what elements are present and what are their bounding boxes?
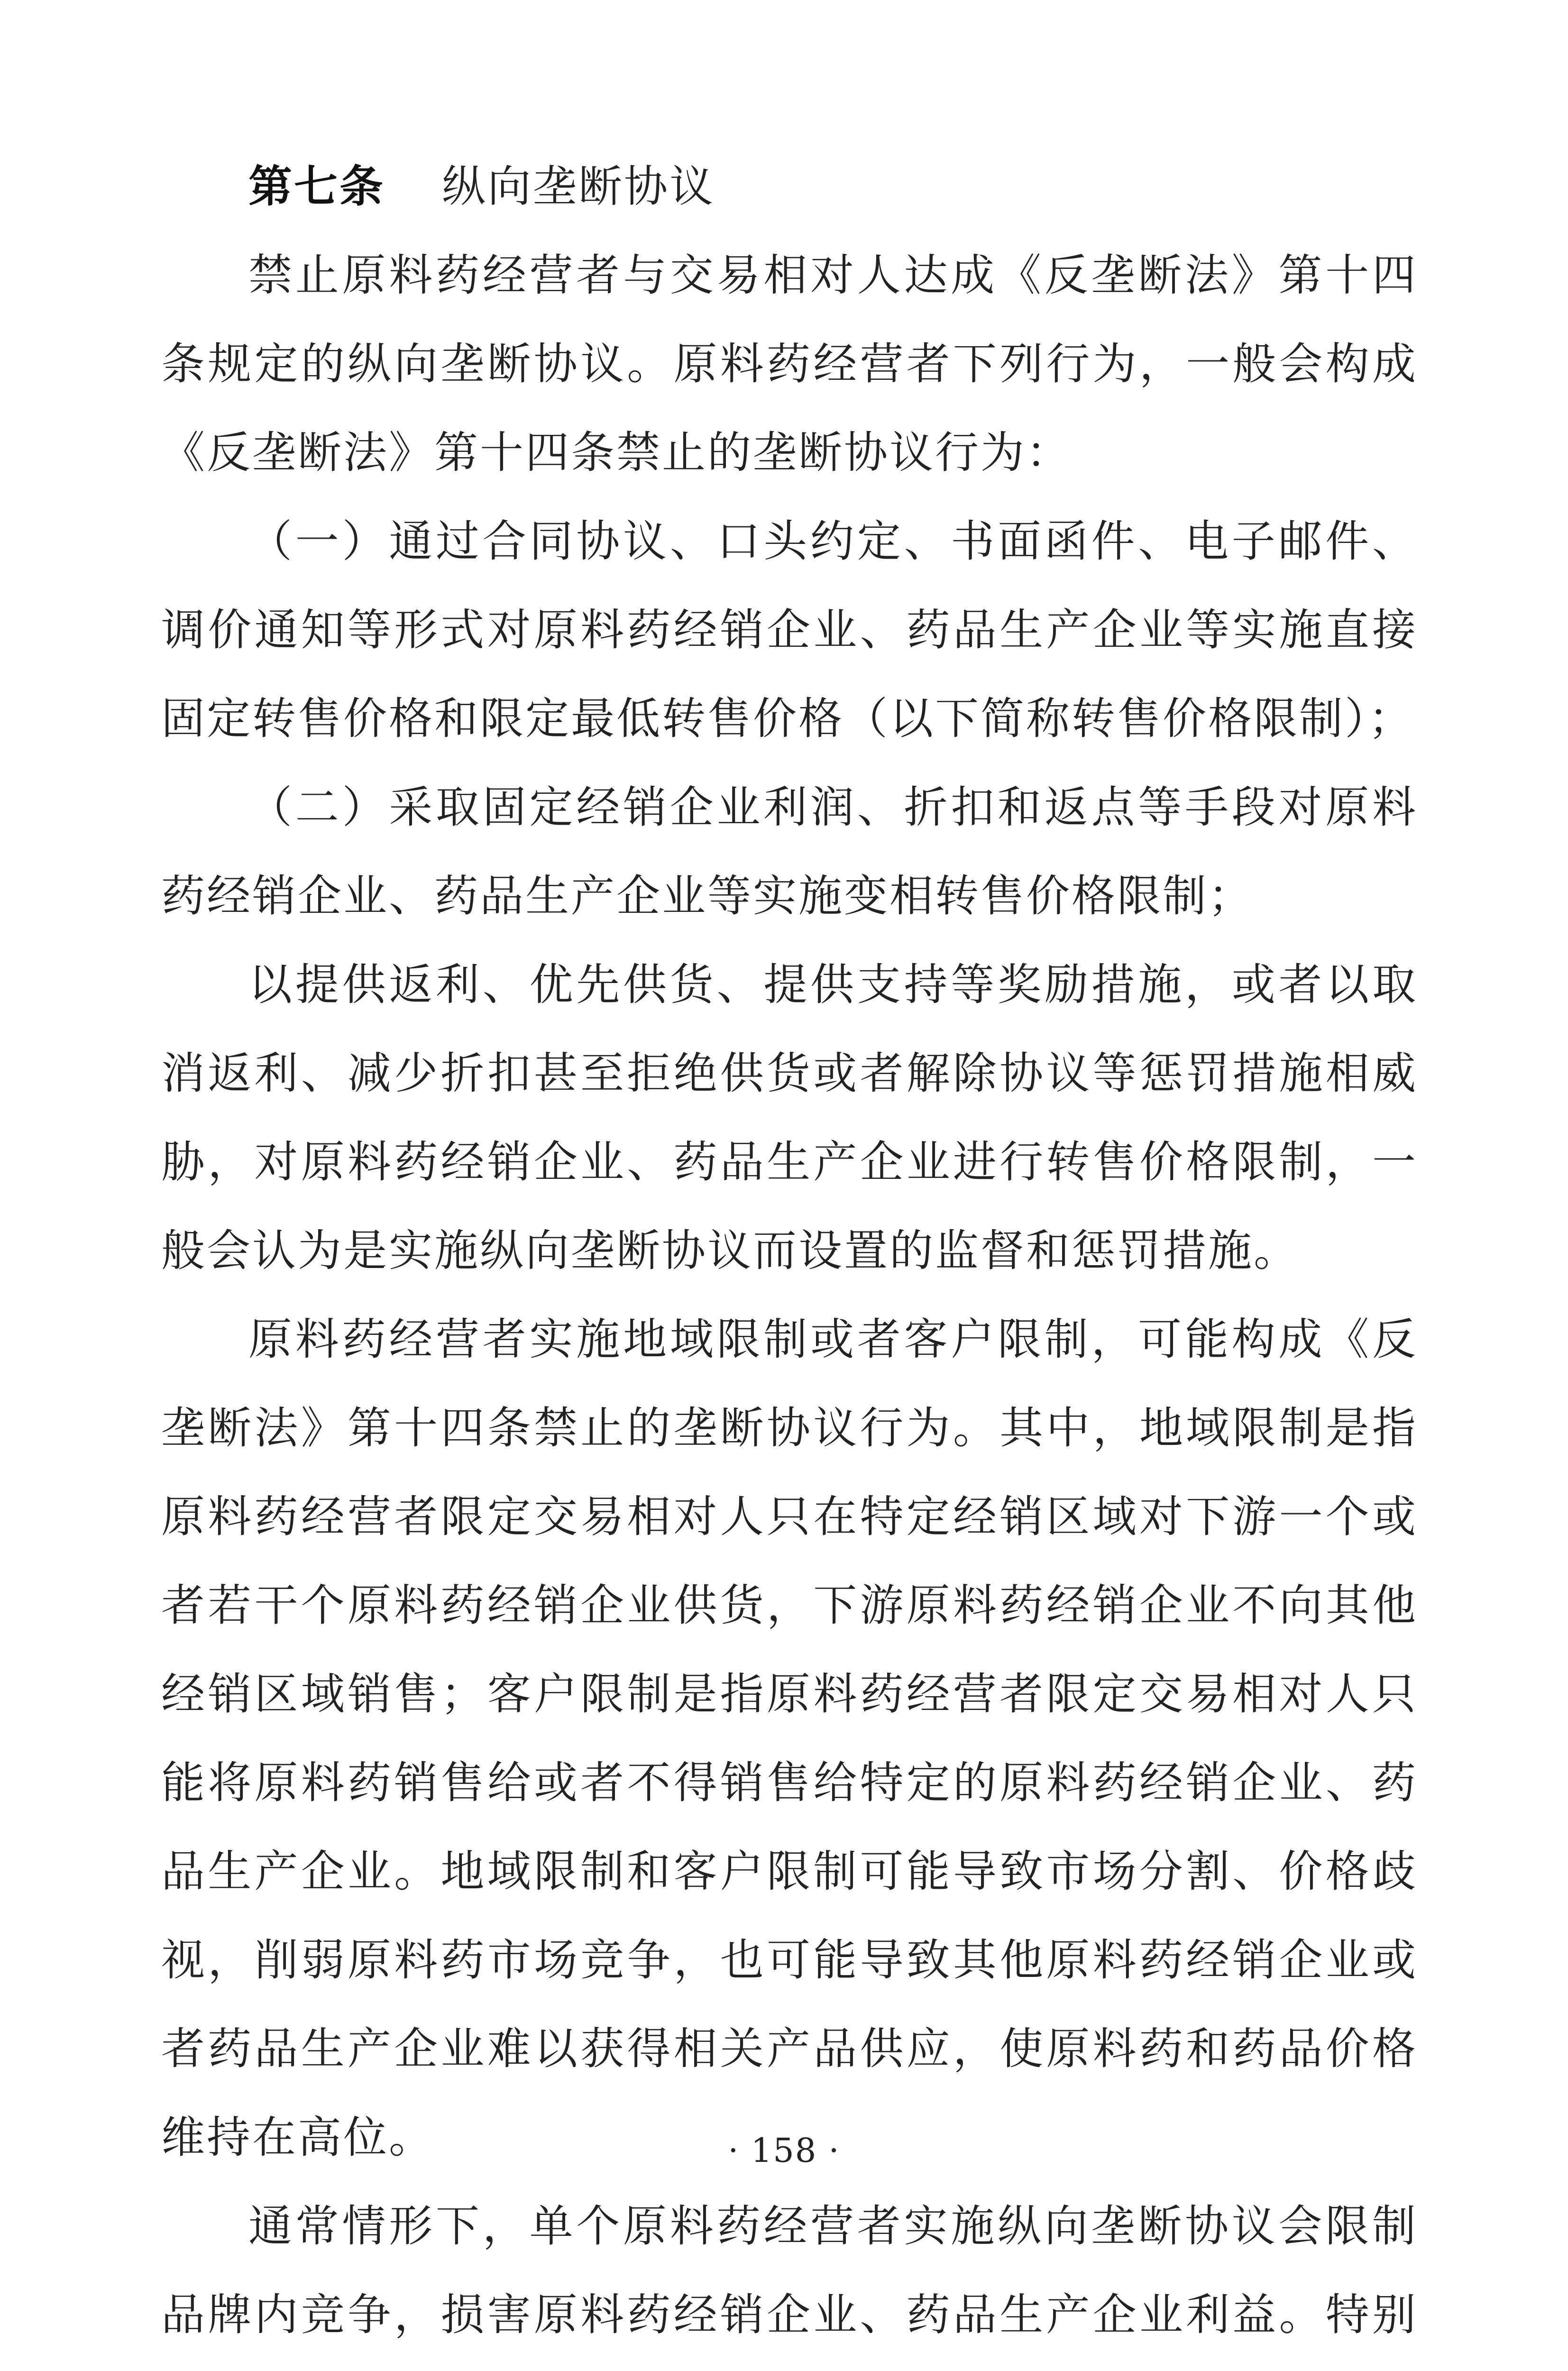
article-body (161, 142, 1418, 2371)
paragraph-1: 禁止原料药经营者与交易相对人达成《反垄断法》第十四条规定的纵向垄断协议。原料药经营者下列行为，一般会构成《反垄断法》第十四条禁止的垄断协议行为： (161, 250, 1418, 478)
article-heading (161, 142, 1418, 231)
page-number: · 158 · (728, 2131, 840, 2170)
article-number: 第七条 (248, 161, 385, 212)
paragraph-6: 通常情形下，单个原料药经营者实施纵向垄断协议会限制品牌内竞争，损害原料药经销企业、药品生产企业利益。特别 (161, 2201, 1418, 2340)
paragraph-3: （二）采取固定经销企业利润、折扣和返点等手段对原料药经销企业、药品生产企业等实施变相转售价格限制； (161, 782, 1418, 921)
article-title: 纵向垄断协议 (442, 161, 715, 212)
paragraph-5: 原料药经营者实施地域限制或者客户限制，可能构成《反垄断法》第十四条禁止的垄断协议行为。其中，地域限制是指原料药经营者限定交易相对人只在特定经销区域对下游一个或者若干个原料药经销企业供货，下游原料药经销企业不向其他经销区域销售；客户限制是指原料药经营者限定交易相对人只能将原料药销售给或者不得销售给特定的原料药经销企业、药品生产企业。地域限制和客户限制可能导致市场分割、价格歧视，削弱原料药市场竞争，也可能导致其他原料药经销企业或者药品生产企业难以获得相关产品供应，使原料药和药品价格维持在高位。 (161, 1314, 1418, 2163)
paragraph-4: 以提供返利、优先供货、提供支持等奖励措施，或者以取消返利、减少折扣甚至拒绝供货或者解除协议等惩罚措施相威胁，对原料药经销企业、药品生产企业进行转售价格限制，一般会认为是实施纵向垄断协议而设置的监督和惩罚措施。 (161, 959, 1418, 1276)
paragraph-2: （一）通过合同协议、口头约定、书面函件、电子邮件、调价通知等形式对原料药经销企业、药品生产企业等实施直接固定转售价格和限定最低转售价格（以下简称转售价格限制）； (161, 516, 1418, 744)
